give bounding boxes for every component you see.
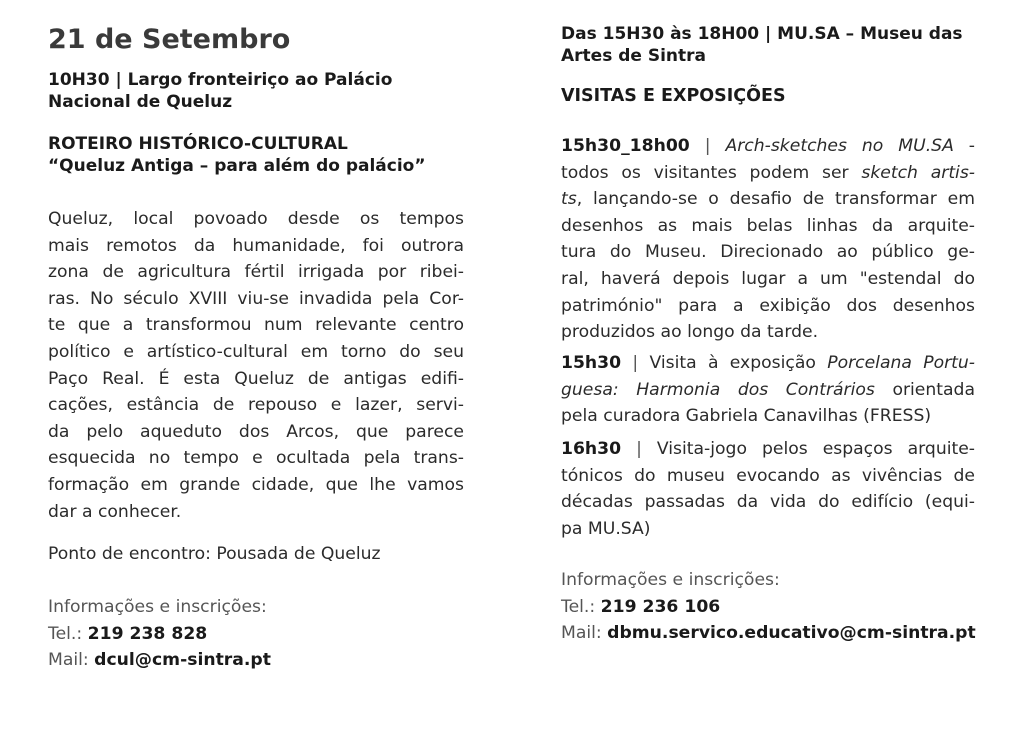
left-event-title: ROTEIRO HISTÓRICO-CULTURAL (48, 134, 348, 154)
left-description-line: cações, estância de repouso e lazer, servi- (48, 395, 464, 416)
item1-line3-text: , lançando-se o desafio de transformar em (576, 189, 975, 210)
right-tel-value[interactable]: 219 236 106 (600, 596, 721, 617)
item1-title: Arch-sketches no MU.SA (725, 136, 954, 156)
item3-separator: | (621, 439, 657, 459)
visits-exhibitions-title: VISITAS E EXPOSIÇÕES (561, 86, 786, 106)
item2-line1-italic: Porcelana Portu- (827, 353, 975, 373)
item1-line: produzidos ao longo da tarde. (561, 322, 819, 343)
right-item-2 (561, 350, 975, 430)
meeting-point-text: Ponto de encontro: Pousada de Queluz (48, 544, 381, 564)
right-time-place-line-1: Das 15H30 às 18H00 | MU.SA – Museu das (561, 24, 963, 44)
left-description-line: ras. No século XVIII viu-se invadida pela Cor- (48, 288, 464, 309)
left-description-line: zona de agricultura fértil irrigada por ribei- (48, 262, 464, 283)
item1-line3-italic: ts (561, 189, 577, 210)
item1-line: tura do Museu. Direcionado ao público ge- (561, 242, 975, 263)
item2-separator: | (621, 353, 650, 373)
left-description-line: dar a conhecer. (48, 501, 182, 522)
item2-line2-text: orientada (874, 379, 975, 400)
item1-line: património" para a exibição dos desenhos (561, 295, 975, 316)
item3-line: décadas passadas da vida do edifício (equi- (561, 492, 975, 513)
item3-line: tónicos do museu evocando as vivências de (561, 465, 975, 486)
left-time-place-line-1: 10H30 | Largo fronteiriço ao Palácio (48, 70, 393, 90)
left-description-line: esquecida no tempo e ocultada pela trans- (48, 448, 464, 469)
left-description-line: da pelo aqueduto dos Arcos, que parece (48, 421, 464, 442)
right-mail-value[interactable]: dbmu.servico.educativo@cm-sintra.pt (607, 623, 976, 644)
item1-separator: | (689, 136, 726, 156)
item1-dash: - (953, 136, 976, 156)
right-mail-label: Mail: (561, 623, 602, 644)
right-item-1 (561, 133, 975, 346)
item2-line1-text: Visita à exposição (649, 353, 828, 373)
right-contact-block (561, 567, 976, 647)
item1-line2-text: todos os visitantes podem ser (561, 162, 862, 183)
right-info-label: Informações e inscrições: (561, 570, 780, 590)
item3-line: pa MU.SA) (561, 518, 651, 539)
right-item-3 (561, 436, 975, 542)
item3-time: 16h30 (561, 439, 622, 459)
left-event-title-block (48, 133, 426, 177)
item2-line2-italic: guesa: Harmonia dos Contrários (561, 379, 875, 400)
left-mail-value[interactable]: dcul@cm-sintra.pt (94, 650, 271, 671)
item1-line2-italic: sketch artis- (861, 162, 975, 183)
left-description (48, 206, 464, 525)
event-date-heading: 21 de Setembro (48, 24, 291, 55)
item2-time: 15h30 (561, 353, 622, 373)
right-time-place-line-2: Artes de Sintra (561, 46, 707, 66)
item1-line: ral, haverá depois lugar a um "estendal do (561, 268, 975, 289)
item1-time: 15h30_18h00 (561, 136, 690, 156)
left-time-place-line-2: Nacional de Queluz (48, 92, 233, 112)
left-description-line: Queluz, local povoado desde os tempos (48, 209, 464, 229)
left-description-line: formação em grande cidade, que lhe vamos (48, 474, 464, 495)
left-description-line: mais remotos da humanidade, foi outrora (48, 235, 464, 256)
left-tel-value[interactable]: 219 238 828 (87, 623, 208, 644)
item2-line3: pela curadora Gabriela Canavilhas (FRESS) (561, 406, 932, 427)
left-time-place (48, 69, 392, 113)
left-description-line: político e artístico-cultural em torno do seu (48, 341, 464, 362)
right-section-title (561, 85, 786, 107)
right-tel-label: Tel.: (561, 596, 596, 617)
right-time-place (561, 23, 963, 67)
left-mail-label: Mail: (48, 650, 89, 671)
left-description-line: Paço Real. É esta Queluz de antigas edifi- (48, 368, 464, 389)
left-tel-label: Tel.: (48, 623, 83, 644)
left-description-line: te que a transformou num relevante centro (48, 315, 464, 336)
left-event-subtitle: “Queluz Antiga – para além do palácio” (48, 156, 426, 176)
left-contact-block (48, 594, 271, 674)
item3-line1-text: Visita-jogo pelos espaços arquite- (656, 439, 975, 459)
left-info-label: Informações e inscrições: (48, 597, 267, 617)
left-meeting-point (48, 541, 381, 568)
item1-line: desenhos as mais belas linhas da arquite- (561, 215, 975, 236)
